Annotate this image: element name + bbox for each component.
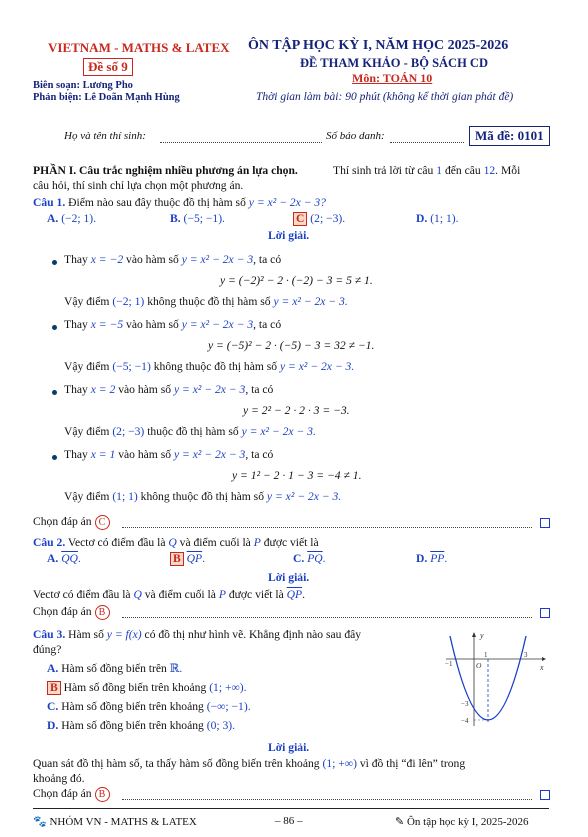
exam-number-badge: Đề số 9 — [83, 58, 133, 76]
q2-stem: Câu 2. Vectơ có điểm đầu là Q và điểm cuối là P được viết là — [33, 536, 319, 549]
q2-solution-title: Lời giải. — [268, 571, 310, 584]
y-axis-label: y — [480, 631, 484, 640]
candidate-name-label: Họ và tên thí sinh: — [64, 130, 146, 142]
page-number: – 86 – — [275, 815, 303, 827]
exam-title: ÔN TẬP HỌC KỲ I, NĂM HỌC 2025-2026 — [248, 38, 509, 53]
q2-answer: Chọn đáp án B — [33, 605, 110, 620]
subject-line: Môn: TOÁN 10 — [352, 71, 433, 85]
q3-answer: Chọn đáp án B — [33, 787, 110, 802]
q3-option-d[interactable]: D. Hàm số đồng biến trên khoảng (0; 3). — [47, 719, 236, 732]
footer-left: 🐾 NHÓM VN - MATHS & LATEX — [33, 816, 197, 828]
q3-solution-text: Quan sát đồ thị hàm số, ta thấy hàm số đồng biến trên khoảng (1; +∞) vì đồ thị “đi lên” trong — [33, 757, 466, 770]
q1-item2-line: Thay x = −5 vào hàm số y = x² − 2x − 3, ta có — [64, 318, 282, 331]
bullet-icon — [52, 455, 57, 460]
reviewer-line: Phản biện: Lê Doãn Mạnh Hùng — [33, 92, 180, 103]
q2-option-c[interactable]: C. $\overline{PQ}$. — [293, 552, 326, 565]
q1-item4-line: Thay x = 1 vào hàm số y = x² − 2x − 3, ta có — [64, 448, 274, 461]
q1-item4-conclusion: Vậy điểm (1; 1) không thuộc đồ thị hàm số y = x² − 2x − 3. — [64, 490, 342, 503]
q1-item4-equation: y = 1² − 2 · 1 − 3 = −4 ≠ 1. — [232, 469, 362, 482]
q2-option-d[interactable]: D. $\overline{PP}$. — [416, 552, 448, 565]
q2-option-a[interactable]: A. $\overline{QQ}$. — [47, 552, 81, 565]
q3-stem: Câu 3. Hàm số y = f(x) có đồ thị như hình vẽ. Khẳng định nào sau đây — [33, 628, 362, 641]
q1-stem: Câu 1. Điểm nào sau đây thuộc đồ thị hàm số y = x² − 2x − 3? — [33, 196, 326, 209]
q1-option-a[interactable]: A. (−2; 1). — [47, 212, 97, 225]
part-intro-line2: câu hỏi, thí sinh chỉ lựa chọn một phương án. — [33, 179, 244, 192]
footer-divider — [33, 808, 549, 809]
bullet-icon — [52, 390, 57, 395]
bullet-icon — [52, 260, 57, 265]
dotted-leader — [122, 527, 532, 528]
q1-option-c[interactable]: C (2; −3). — [293, 212, 345, 226]
tick-label-neg3: −3 — [461, 700, 469, 708]
dotted-leader — [122, 799, 532, 800]
brand-title: VIETNAM - MATHS & LATEX — [48, 40, 230, 55]
q1-item1-conclusion: Vậy điểm (−2; 1) không thuộc đồ thị hàm số y = x² − 2x − 3. — [64, 295, 348, 308]
checkbox-icon[interactable] — [540, 608, 550, 618]
author-line: Biên soạn: Lương Pho — [33, 80, 133, 91]
checkbox-icon[interactable] — [540, 790, 550, 800]
q3-solution-title: Lời giải. — [268, 741, 310, 754]
q1-item2-equation: y = (−5)² − 2 · (−5) − 3 = 32 ≠ −1. — [208, 339, 375, 352]
q1-item1-line: Thay x = −2 vào hàm số y = x² − 2x − 3, ta có — [64, 253, 282, 266]
candidate-id-field[interactable] — [390, 142, 464, 143]
q2-option-b[interactable]: B $\overline{QP}$. — [170, 552, 205, 566]
part-heading: PHẦN I. Câu trắc nghiệm nhiều phương án lựa chọn. — [33, 164, 298, 177]
q1-option-d[interactable]: D. (1; 1). — [416, 212, 459, 225]
exam-subtitle: ĐỀ THAM KHẢO - BỘ SÁCH CD — [300, 56, 488, 70]
edit-icon: ✎ — [395, 816, 405, 828]
q1-item1-equation: y = (−2)² − 2 · (−2) − 3 = 5 ≠ 1. — [220, 274, 373, 287]
q3-solution-text-line2: khoảng đó. — [33, 772, 85, 785]
x-axis-arrow-icon — [542, 657, 546, 661]
checkbox-icon[interactable] — [540, 518, 550, 528]
q3-option-c[interactable]: C. Hàm số đồng biến trên khoảng (−∞; −1). — [47, 700, 251, 713]
tick-label-3: 3 — [524, 651, 528, 659]
q1-item2-conclusion: Vậy điểm (−5; −1) không thuộc đồ thị hàm số y = x² − 2x − 3. — [64, 360, 355, 373]
footer-right: ✎ Ôn tập học kỳ I, 2025-2026 — [395, 816, 529, 828]
q1-item3-conclusion: Vậy điểm (2; −3) thuộc đồ thị hàm số y = x² − 2x − 3. — [64, 425, 316, 438]
origin-label: O — [476, 661, 482, 670]
q1-item3-line: Thay x = 2 vào hàm số y = x² − 2x − 3, ta có — [64, 383, 274, 396]
candidate-name-field[interactable] — [160, 142, 322, 143]
x-axis-label: x — [540, 663, 544, 672]
dotted-leader — [122, 617, 532, 618]
q1-option-b[interactable]: B. (−5; −1). — [170, 212, 225, 225]
tick-label-neg4: −4 — [461, 717, 469, 725]
q3-stem-line2: đúng? — [33, 643, 62, 656]
time-line: Thời gian làm bài: 90 phút (không kể thời gian phát đề) — [256, 91, 514, 103]
q1-answer: Chọn đáp án C — [33, 515, 110, 530]
parabola-graph — [440, 630, 550, 730]
exam-code-box: Mã đề: 0101 — [469, 126, 550, 146]
paw-icon: 🐾 — [33, 816, 47, 828]
q3-option-a[interactable]: A. Hàm số đồng biến trên ℝ. — [47, 662, 183, 675]
candidate-id-label: Số báo danh: — [326, 130, 385, 142]
part-intro: Thí sinh trả lời từ câu 1 đến câu 12. Mỗi — [333, 164, 521, 177]
q1-item3-equation: y = 2² − 2 · 2 · 3 = −3. — [243, 404, 350, 417]
bullet-icon — [52, 325, 57, 330]
q1-solution-title: Lời giải. — [268, 229, 310, 242]
q3-option-b[interactable]: B Hàm số đồng biến trên khoảng (1; +∞). — [47, 681, 247, 695]
tick-label-neg1: −1 — [445, 660, 453, 668]
y-axis-arrow-icon — [472, 632, 476, 637]
tick-label-1: 1 — [484, 651, 488, 659]
q2-solution-text: Vectơ có điểm đầu là Q và điểm cuối là P được viết là $\overline{QP}$. — [33, 588, 305, 601]
